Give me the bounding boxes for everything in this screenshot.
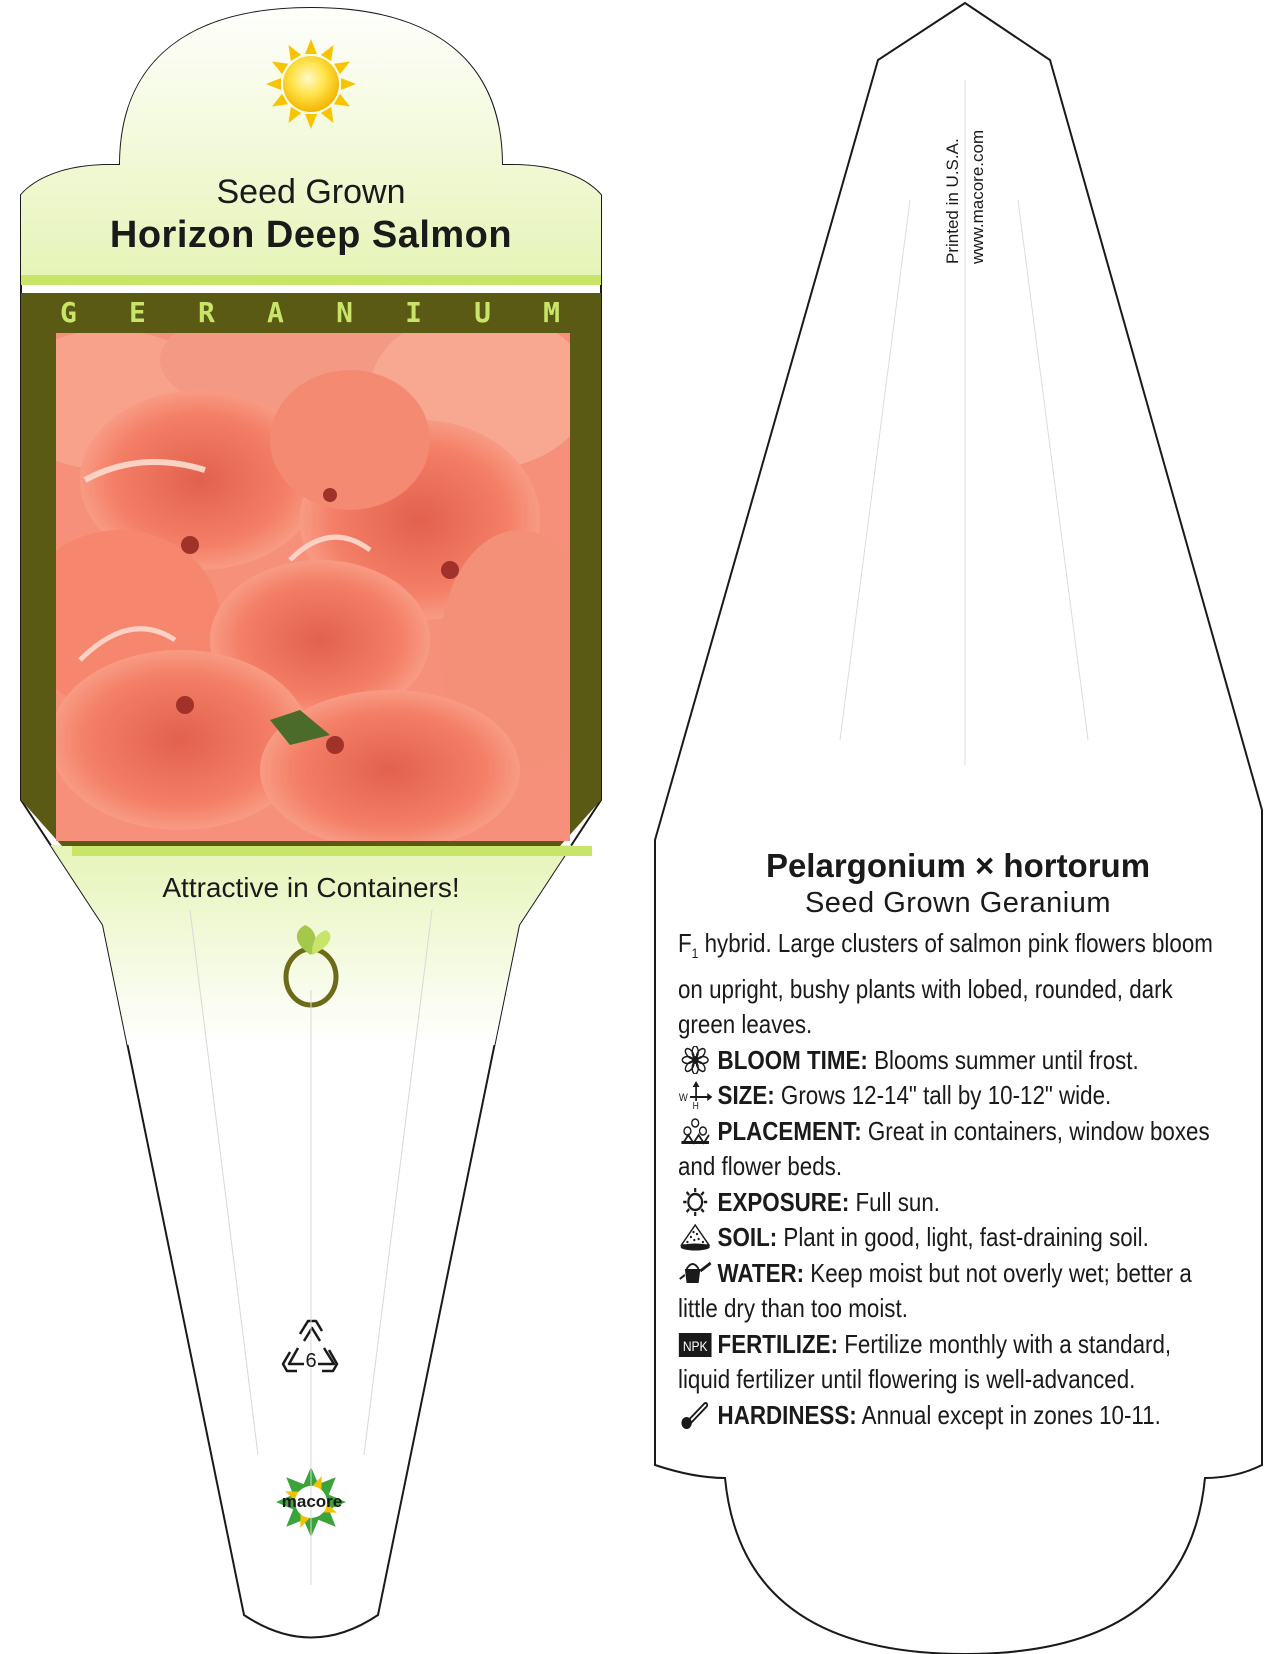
genus-letter: N — [336, 296, 353, 329]
npk-icon — [678, 1330, 712, 1358]
printed-in: Printed in U.S.A. — [943, 138, 962, 264]
genus-letter: M — [543, 296, 560, 329]
botanical-name: Pelargonium × hortorum — [765, 847, 1151, 884]
genus-letter: U — [474, 296, 491, 329]
website: www.macore.com — [968, 129, 987, 264]
thermometer-icon — [678, 1401, 712, 1429]
sun-outline-icon — [678, 1188, 712, 1216]
description: $F_1$ hybrid. Large clusters of salmon pink flowers bloom on upright, bushy plants with lobed, rounded, dark green leaves. — [678, 928, 1213, 1040]
variety-title: Horizon Deep Salmon — [109, 214, 513, 256]
genus-letter: R — [198, 296, 215, 329]
common-name: Seed Grown Geranium — [804, 887, 1112, 919]
genus-letter: A — [267, 296, 284, 329]
back-content — [678, 846, 1238, 1433]
recycle-number: 6 — [305, 1350, 317, 1372]
size-icon — [678, 1081, 712, 1109]
attribute-water: WATER: Keep moist but not overly wet; better a little dry than too moist. — [678, 1257, 1192, 1324]
svg-text:NPK: NPK — [682, 1337, 708, 1354]
attribute-fertilize: NPK FERTILIZE: Fertilize monthly with a standard, liquid fertilizer until flowering is well-advanced. — [678, 1328, 1172, 1395]
geranium-photo — [0, 300, 600, 850]
variety-subtitle: Seed Grown — [216, 173, 406, 211]
svg-text:H: H — [692, 1100, 699, 1110]
genus-banner — [60, 297, 560, 329]
attribute-exposure: EXPOSURE: Full sun. — [678, 1185, 1228, 1221]
flower-icon — [678, 1046, 712, 1074]
printer-info — [940, 54, 994, 264]
attribute-soil: SOIL: Plant in good, light, fast-draining soil. — [678, 1220, 1228, 1256]
tagline: Attractive in Containers! — [162, 872, 460, 903]
attribute-size: W H SIZE: Grows 12-14" tall by 10-12" wide. — [678, 1080, 1112, 1111]
genus-letter: E — [129, 296, 146, 329]
watering-can-icon — [678, 1259, 712, 1287]
attribute-bloom-time: BLOOM TIME: Blooms summer until frost. — [678, 1043, 1228, 1079]
svg-text:W: W — [678, 1092, 688, 1105]
genus-letter: G — [60, 296, 77, 329]
brand-name: macore — [281, 1492, 343, 1511]
attribute-hardiness: HARDINESS: Annual except in zones 10-11. — [678, 1398, 1228, 1434]
genus-letter: I — [405, 296, 422, 329]
attribute-placement: PLACEMENT: Great in containers, window boxes and flower beds. — [678, 1115, 1210, 1182]
soil-icon — [678, 1223, 712, 1251]
placement-icon — [678, 1117, 712, 1145]
